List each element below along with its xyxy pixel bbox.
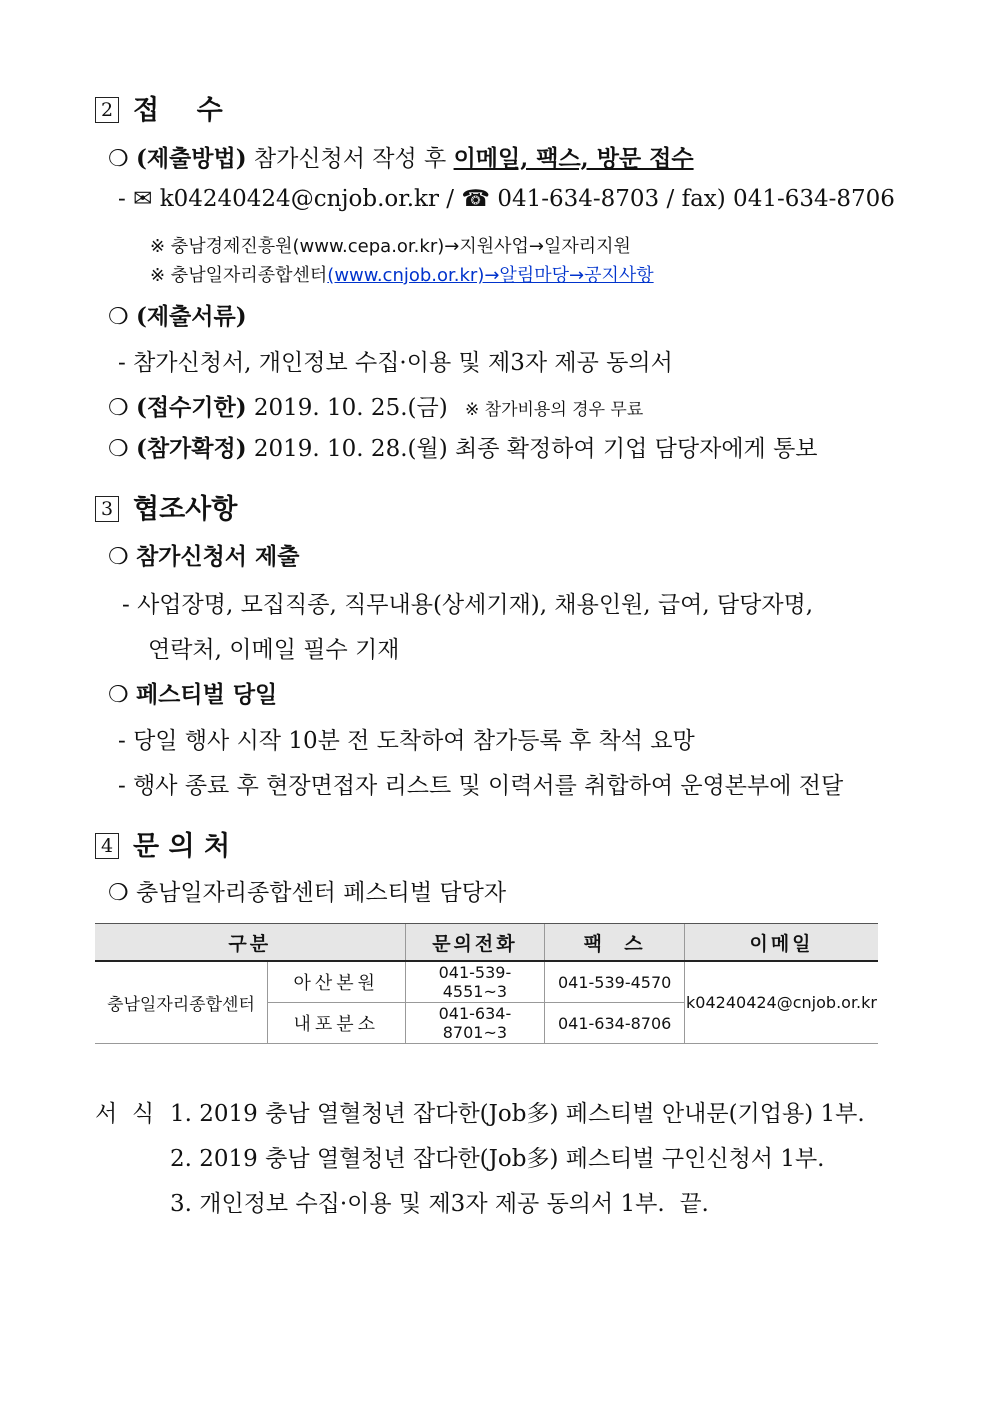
contact-table bbox=[95, 923, 878, 1044]
attachment-item-1: 1. 2019 충남 열혈청년 잡다한(Job多) 페스티벌 안내문(기업용) 1부. bbox=[170, 1101, 865, 1127]
section-3-heading bbox=[95, 487, 237, 526]
contact-phone: 041-634-8703 bbox=[497, 186, 660, 212]
fax-cell: 041-634-8706 bbox=[545, 1003, 685, 1044]
coop-item-1-text-2: 연락처, 이메일 필수 기재 bbox=[148, 637, 400, 663]
method-emphasis: 이메일, 팩스, 방문 접수 bbox=[453, 145, 694, 172]
phone-cell: 041-634-8701~3 bbox=[405, 1003, 545, 1044]
fax-cell: 041-539-4570 bbox=[545, 961, 685, 1003]
attachment-item-3: 3. 개인정보 수집·이용 및 제3자 제공 동의서 1부. 끝. bbox=[170, 1191, 709, 1217]
phone-cell: 041-539-4551~3 bbox=[405, 961, 545, 1003]
section-2-title: 접 수 bbox=[133, 95, 223, 126]
header-fax: 팩 스 bbox=[545, 924, 685, 962]
coop-item-2 bbox=[108, 676, 277, 709]
phone-icon: ☎ bbox=[461, 186, 498, 212]
contact-sep: / bbox=[438, 186, 462, 212]
note-cnjob-link[interactable]: (www.cnjob.or.kr)→알림마당→공지사항 bbox=[327, 265, 654, 286]
coop-item-2-title: 페스티벌 당일 bbox=[135, 681, 278, 708]
envelope-icon: ✉ bbox=[133, 186, 160, 212]
coop-item-1 bbox=[108, 538, 299, 571]
coop-item-2-text-1: - 당일 행사 시작 10분 전 도착하여 참가등록 후 착석 요망 bbox=[118, 728, 695, 754]
header-category: 구분 bbox=[95, 924, 405, 962]
coop-item-1-title: 참가신청서 제출 bbox=[135, 543, 300, 570]
note-cnjob bbox=[150, 261, 654, 287]
docs-line bbox=[108, 298, 247, 331]
section-2-heading bbox=[95, 88, 223, 127]
deadline-line bbox=[108, 389, 643, 422]
note-cnjob-prefix: ※ 충남일자리종합센터 bbox=[150, 265, 328, 286]
bullet-circle-icon: ❍ bbox=[108, 304, 136, 330]
contact-fax: / fax) 041-634-8706 bbox=[659, 186, 895, 212]
bullet-circle-icon: ❍ bbox=[108, 146, 136, 172]
contact-email: k04240424@cnjob.or.kr bbox=[159, 186, 439, 212]
submit-method-line bbox=[108, 140, 694, 173]
method-text: 참가신청서 작성 후 bbox=[246, 146, 454, 172]
deadline-label: (접수기한) bbox=[135, 394, 247, 421]
deadline-note: ※ 참가비용의 경우 무료 bbox=[465, 400, 644, 420]
section-3-title: 협조사항 bbox=[133, 494, 238, 525]
section-2-number: 2 bbox=[95, 97, 119, 123]
org-cell: 충남일자리종합센터 bbox=[95, 961, 267, 1044]
section-4-number: 4 bbox=[95, 833, 119, 859]
table-header-row bbox=[95, 924, 878, 962]
branch-cell: 아산본원 bbox=[267, 961, 405, 1003]
header-phone: 문의전화 bbox=[405, 924, 545, 962]
branch-cell: 내포분소 bbox=[267, 1003, 405, 1044]
attachments-label: 서 식 bbox=[95, 1101, 155, 1127]
deadline-text: 2019. 10. 25.(금) bbox=[246, 395, 448, 421]
confirm-label: (참가확정) bbox=[135, 435, 247, 462]
section-3-number: 3 bbox=[95, 496, 119, 522]
bullet-circle-icon: ❍ bbox=[108, 395, 136, 421]
docs-label: (제출서류) bbox=[135, 303, 247, 330]
note-cepa: ※ 충남경제진흥원(www.cepa.or.kr)→지원사업→일자리지원 bbox=[150, 236, 631, 257]
attachment-item-2: 2. 2019 충남 열혈청년 잡다한(Job多) 페스티벌 구인신청서 1부. bbox=[170, 1146, 825, 1172]
contact-line: - ✉ k04240424@cnjob.or.kr / ☎ 041-634-8703 / fax) 041-634-8706 bbox=[118, 186, 895, 212]
confirm-text: 2019. 10. 28.(월) 최종 확정하여 기업 담당자에게 통보 bbox=[246, 436, 818, 462]
confirm-line bbox=[108, 430, 818, 463]
docs-text: - 참가신청서, 개인정보 수집·이용 및 제3자 제공 동의서 bbox=[118, 350, 673, 376]
method-label: (제출방법) bbox=[135, 145, 247, 172]
header-email: 이메일 bbox=[685, 924, 878, 962]
coop-item-1-text-1: - 사업장명, 모집직종, 직무내용(상세기재), 채용인원, 급여, 담당자명, bbox=[122, 592, 814, 618]
bullet-circle-icon: ❍ bbox=[108, 682, 136, 708]
bullet-circle-icon: ❍ bbox=[108, 880, 136, 906]
bullet-circle-icon: ❍ bbox=[108, 544, 136, 570]
contact-item-text: 충남일자리종합센터 페스티벌 담당자 bbox=[135, 880, 507, 906]
bullet-circle-icon: ❍ bbox=[108, 436, 136, 462]
email-cell: k04240424@cnjob.or.kr bbox=[685, 961, 878, 1044]
section-4-title: 문 의 처 bbox=[133, 831, 231, 862]
contact-item bbox=[108, 874, 506, 907]
table-row bbox=[95, 961, 878, 1003]
coop-item-2-text-2: - 행사 종료 후 현장면접자 리스트 및 이력서를 취합하여 운영본부에 전달 bbox=[118, 773, 844, 799]
section-4-heading bbox=[95, 824, 230, 863]
